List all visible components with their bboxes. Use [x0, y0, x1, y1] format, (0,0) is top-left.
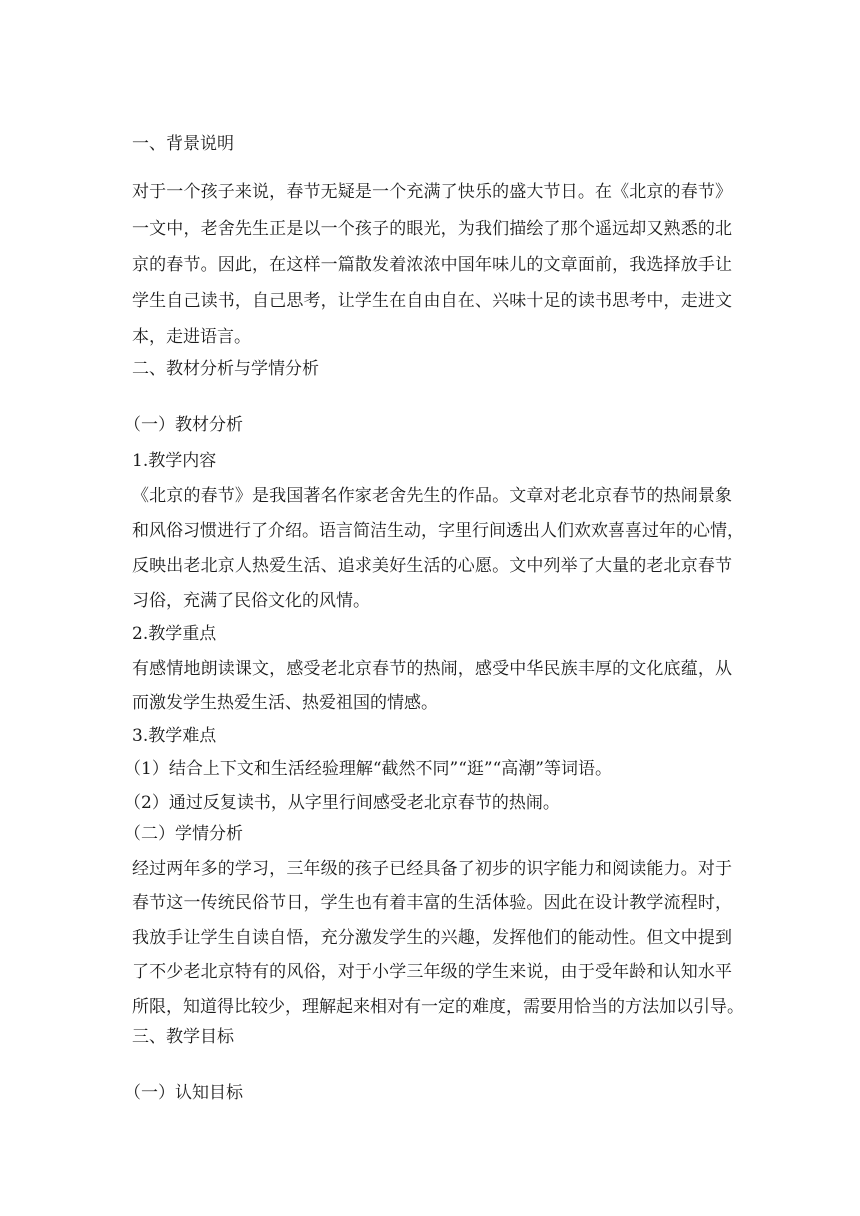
section-heading-background: 一、背景说明 — [132, 134, 234, 154]
section-heading-objectives: 三、教学目标 — [132, 1027, 234, 1047]
paragraph-line: 有感情地朗读课文，感受老北京春节的热闹，感受中华民族丰厚的文化底蕴，从 — [132, 659, 732, 679]
paragraph-line: 春节这一传统民俗节日，学生也有着丰富的生活体验。因此在设计教学流程时， — [132, 893, 732, 913]
paragraph-line: 我放手让学生自读自悟，充分激发学生的兴趣，发挥他们的能动性。但文中提到 — [132, 928, 732, 948]
difficulty-item: （1）结合上下文和生活经验理解“截然不同”“逛”“高潮”等词语。 — [124, 759, 612, 779]
paragraph-line: 学生自己读书，自己思考，让学生在自由自在、兴味十足的读书思考中，走进文 — [132, 291, 732, 311]
paragraph-line: 《北京的春节》是我国著名作家老舍先生的作品。文章对老北京春节的热闹景象 — [132, 486, 732, 506]
paragraph-line: 习俗，充满了民俗文化的风情。 — [132, 591, 370, 611]
paragraph-line: 一文中，老舍先生正是以一个孩子的眼光，为我们描绘了那个遥远却又熟悉的北 — [132, 219, 732, 239]
item-heading-difficulty: 3.教学难点 — [132, 726, 217, 746]
paragraph-line: 了不少老北京特有的风俗，对于小学三年级的学生来说，由于受年龄和认知水平 — [132, 962, 732, 982]
subsection-heading-learner: （二）学情分析 — [124, 824, 243, 844]
paragraph-line: 经过两年多的学习，三年级的孩子已经具备了初步的识字能力和阅读能力。对于 — [132, 859, 732, 879]
item-heading-focus: 2.教学重点 — [132, 624, 217, 644]
subsection-heading-cognitive: （一）认知目标 — [124, 1083, 243, 1103]
subsection-heading-textbook: （一）教材分析 — [124, 415, 243, 435]
section-heading-analysis: 二、教材分析与学情分析 — [132, 359, 319, 379]
paragraph-line: 而激发学生热爱生活、热爱祖国的情感。 — [132, 693, 438, 713]
paragraph-line: 对于一个孩子来说，春节无疑是一个充满了快乐的盛大节日。在《北京的春节》 — [132, 182, 732, 202]
paragraph-line: 本，走进语言。 — [132, 327, 251, 347]
paragraph-line: 京的春节。因此，在这样一篇散发着浓浓中国年味儿的文章面前，我选择放手让 — [132, 255, 732, 275]
difficulty-item: （2）通过反复读书，从字里行间感受老北京春节的热闹。 — [124, 793, 560, 813]
paragraph-line: 所限，知道得比较少，理解起来相对有一定的难度，需要用恰当的方法加以引导。 — [132, 997, 744, 1017]
item-heading-content: 1.教学内容 — [132, 451, 217, 471]
paragraph-line: 和风俗习惯进行了介绍。语言简洁生动，字里行间透出人们欢欢喜喜过年的心情， — [132, 521, 744, 541]
paragraph-line: 反映出老北京人热爱生活、追求美好生活的心愿。文中列举了大量的老北京春节 — [132, 556, 732, 576]
